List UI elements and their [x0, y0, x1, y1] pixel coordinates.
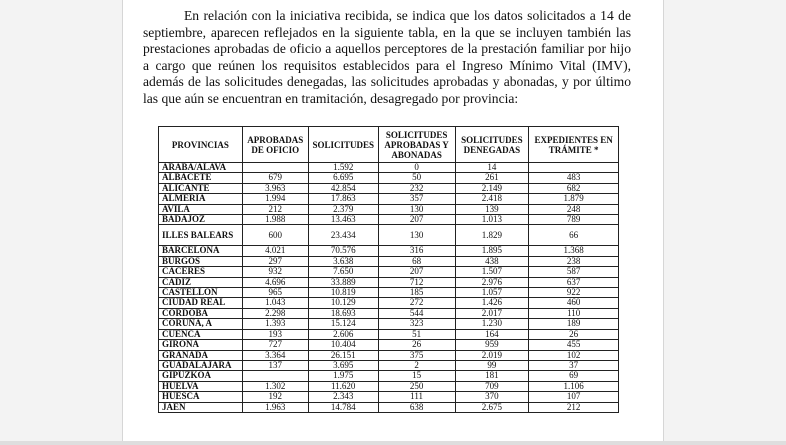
- table-row: [159, 371, 619, 381]
- table-row: [159, 319, 619, 329]
- value-cell: 107: [529, 392, 619, 402]
- value-cell: 2.019: [455, 350, 529, 360]
- value-cell: 789: [529, 215, 619, 225]
- value-cell: 2.675: [455, 402, 529, 412]
- table-row: [159, 360, 619, 370]
- province-cell: HUELVA: [159, 381, 243, 391]
- value-cell: 272: [378, 298, 455, 308]
- value-cell: 460: [529, 298, 619, 308]
- value-cell: 2.379: [308, 204, 378, 214]
- value-cell: 370: [455, 392, 529, 402]
- value-cell: 2.343: [308, 392, 378, 402]
- value-cell: 181: [455, 371, 529, 381]
- value-cell: 10.129: [308, 298, 378, 308]
- value-cell: 455: [529, 340, 619, 350]
- value-cell: 709: [455, 381, 529, 391]
- value-cell: 357: [378, 194, 455, 204]
- value-cell: 1.043: [242, 298, 308, 308]
- value-cell: 638: [378, 402, 455, 412]
- value-cell: 14: [455, 163, 529, 173]
- header-provincias: PROVINCIAS: [159, 127, 243, 163]
- table-row: [159, 298, 619, 308]
- value-cell: 1.302: [242, 381, 308, 391]
- value-cell: 0: [378, 163, 455, 173]
- value-cell: 1.057: [455, 288, 529, 298]
- value-cell: 1.988: [242, 215, 308, 225]
- table-row: [159, 173, 619, 183]
- table-row: [159, 225, 619, 246]
- header-solicitudes-aprobadas-abonadas: SOLICITUDES APROBADAS Y ABONADAS: [378, 127, 455, 163]
- value-cell: 192: [242, 392, 308, 402]
- value-cell: 15: [378, 371, 455, 381]
- table-row: [159, 350, 619, 360]
- value-cell: 1.426: [455, 298, 529, 308]
- table-row: [159, 204, 619, 214]
- province-cell: CASTELLON: [159, 288, 243, 298]
- value-cell: 1.963: [242, 402, 308, 412]
- header-expedientes-en-tramite: EXPEDIENTES EN TRÁMITE *: [529, 127, 619, 163]
- value-cell: 544: [378, 308, 455, 318]
- value-cell: 712: [378, 277, 455, 287]
- value-cell: 130: [378, 204, 455, 214]
- value-cell: 1.592: [308, 163, 378, 173]
- province-cell: ALICANTE: [159, 183, 243, 193]
- value-cell: 139: [455, 204, 529, 214]
- value-cell: 1.879: [529, 194, 619, 204]
- header-solicitudes-denegadas: SOLICITUDES DENEGADAS: [455, 127, 529, 163]
- province-cell: GUADALAJARA: [159, 360, 243, 370]
- value-cell: 3.364: [242, 350, 308, 360]
- province-cell: ALMERIA: [159, 194, 243, 204]
- value-cell: 4.696: [242, 277, 308, 287]
- value-cell: 637: [529, 277, 619, 287]
- value-cell: 7.650: [308, 267, 378, 277]
- value-cell: 965: [242, 288, 308, 298]
- value-cell: 15.124: [308, 319, 378, 329]
- value-cell: 70.576: [308, 246, 378, 256]
- value-cell: 26: [529, 329, 619, 339]
- document-page: [123, 0, 663, 441]
- value-cell: 33.889: [308, 277, 378, 287]
- province-cell: CACERES: [159, 267, 243, 277]
- value-cell: 922: [529, 288, 619, 298]
- header-aprobadas-de-oficio: APROBADAS DE OFICIO: [242, 127, 308, 163]
- value-cell: 1.895: [455, 246, 529, 256]
- value-cell: 4.021: [242, 246, 308, 256]
- value-cell: 1.368: [529, 246, 619, 256]
- page-bottom-edge: [0, 441, 786, 445]
- table-row: [159, 381, 619, 391]
- table-row: [159, 277, 619, 287]
- value-cell: 164: [455, 329, 529, 339]
- value-cell: 11.620: [308, 381, 378, 391]
- value-cell: 42.854: [308, 183, 378, 193]
- province-cell: CIUDAD REAL: [159, 298, 243, 308]
- value-cell: 207: [378, 215, 455, 225]
- value-cell: 3.963: [242, 183, 308, 193]
- value-cell: 438: [455, 256, 529, 266]
- value-cell: 2.418: [455, 194, 529, 204]
- province-cell: BURGOS: [159, 256, 243, 266]
- value-cell: 2.606: [308, 329, 378, 339]
- table-row: [159, 340, 619, 350]
- table-row: [159, 308, 619, 318]
- intro-paragraph: En relación con la iniciativa recibida, se indica que los datos solicitados a 14 de septiembre, aparecen reflejados en la siguiente tabla, en la que se incluyen también las prestaciones aprobadas de oficio a aquellos perceptores de la prestación familiar por hijo a cargo que reúnen los requisitos establecidos para el Ingreso Mínimo Vital (IMV), además de las solicitudes denegadas, las solicitudes aprobadas y abonadas, y por último las que aún se encuentran en tramitación, desagregado por provincia:: [143, 8, 631, 106]
- value-cell: 2: [378, 360, 455, 370]
- value-cell: 483: [529, 173, 619, 183]
- value-cell: 6.695: [308, 173, 378, 183]
- value-cell: 10.819: [308, 288, 378, 298]
- province-cell: BARCELONA: [159, 246, 243, 256]
- viewer-right-margin: [663, 0, 786, 445]
- value-cell: 99: [455, 360, 529, 370]
- value-cell: 250: [378, 381, 455, 391]
- value-cell: 3.638: [308, 256, 378, 266]
- value-cell: 68: [378, 256, 455, 266]
- province-cell: GRANADA: [159, 350, 243, 360]
- value-cell: 587: [529, 267, 619, 277]
- value-cell: [529, 163, 619, 173]
- value-cell: 17.863: [308, 194, 378, 204]
- table-row: [159, 256, 619, 266]
- table-row: [159, 183, 619, 193]
- value-cell: 185: [378, 288, 455, 298]
- value-cell: 37: [529, 360, 619, 370]
- value-cell: 297: [242, 256, 308, 266]
- value-cell: 600: [242, 225, 308, 246]
- value-cell: 110: [529, 308, 619, 318]
- value-cell: 1.507: [455, 267, 529, 277]
- value-cell: 18.693: [308, 308, 378, 318]
- value-cell: 679: [242, 173, 308, 183]
- table-row: [159, 267, 619, 277]
- table-row: [159, 215, 619, 225]
- province-cell: ALBACETE: [159, 173, 243, 183]
- table-header-row: [159, 127, 619, 163]
- table-row: [159, 329, 619, 339]
- value-cell: 727: [242, 340, 308, 350]
- value-cell: 1.994: [242, 194, 308, 204]
- value-cell: 13.463: [308, 215, 378, 225]
- province-cell: CUENCA: [159, 329, 243, 339]
- province-cell: CORUÑA, A: [159, 319, 243, 329]
- province-cell: GIRONA: [159, 340, 243, 350]
- province-data-table: [158, 126, 619, 413]
- value-cell: 1.230: [455, 319, 529, 329]
- value-cell: 23.434: [308, 225, 378, 246]
- value-cell: 137: [242, 360, 308, 370]
- value-cell: 1.393: [242, 319, 308, 329]
- value-cell: 2.149: [455, 183, 529, 193]
- value-cell: 26.151: [308, 350, 378, 360]
- value-cell: 212: [242, 204, 308, 214]
- value-cell: 10.404: [308, 340, 378, 350]
- header-solicitudes: SOLICITUDES: [308, 127, 378, 163]
- table-row: [159, 392, 619, 402]
- table-row: [159, 246, 619, 256]
- table-row: [159, 288, 619, 298]
- province-cell: ILLES BALEARS: [159, 225, 243, 246]
- value-cell: 51: [378, 329, 455, 339]
- value-cell: 193: [242, 329, 308, 339]
- value-cell: 232: [378, 183, 455, 193]
- value-cell: 69: [529, 371, 619, 381]
- value-cell: 102: [529, 350, 619, 360]
- value-cell: 1.106: [529, 381, 619, 391]
- value-cell: 212: [529, 402, 619, 412]
- province-cell: JAEN: [159, 402, 243, 412]
- province-cell: ARABA/ALAVA: [159, 163, 243, 173]
- value-cell: 50: [378, 173, 455, 183]
- value-cell: 1.829: [455, 225, 529, 246]
- province-cell: AVILA: [159, 204, 243, 214]
- value-cell: 682: [529, 183, 619, 193]
- value-cell: 1.975: [308, 371, 378, 381]
- value-cell: [242, 371, 308, 381]
- value-cell: 1.013: [455, 215, 529, 225]
- value-cell: 261: [455, 173, 529, 183]
- value-cell: 130: [378, 225, 455, 246]
- value-cell: 2.298: [242, 308, 308, 318]
- table-row: [159, 163, 619, 173]
- table-row: [159, 194, 619, 204]
- value-cell: 14.784: [308, 402, 378, 412]
- viewer-left-margin: [0, 0, 123, 445]
- value-cell: 189: [529, 319, 619, 329]
- value-cell: 248: [529, 204, 619, 214]
- value-cell: 66: [529, 225, 619, 246]
- province-cell: GIPUZKOA: [159, 371, 243, 381]
- value-cell: 2.017: [455, 308, 529, 318]
- value-cell: 375: [378, 350, 455, 360]
- value-cell: 959: [455, 340, 529, 350]
- value-cell: 932: [242, 267, 308, 277]
- province-cell: CORDOBA: [159, 308, 243, 318]
- value-cell: 3.695: [308, 360, 378, 370]
- value-cell: 238: [529, 256, 619, 266]
- value-cell: 316: [378, 246, 455, 256]
- value-cell: [242, 163, 308, 173]
- province-cell: HUESCA: [159, 392, 243, 402]
- province-cell: CADIZ: [159, 277, 243, 287]
- value-cell: 323: [378, 319, 455, 329]
- value-cell: 2.976: [455, 277, 529, 287]
- table-row: [159, 402, 619, 412]
- value-cell: 26: [378, 340, 455, 350]
- province-cell: BADAJOZ: [159, 215, 243, 225]
- value-cell: 207: [378, 267, 455, 277]
- value-cell: 111: [378, 392, 455, 402]
